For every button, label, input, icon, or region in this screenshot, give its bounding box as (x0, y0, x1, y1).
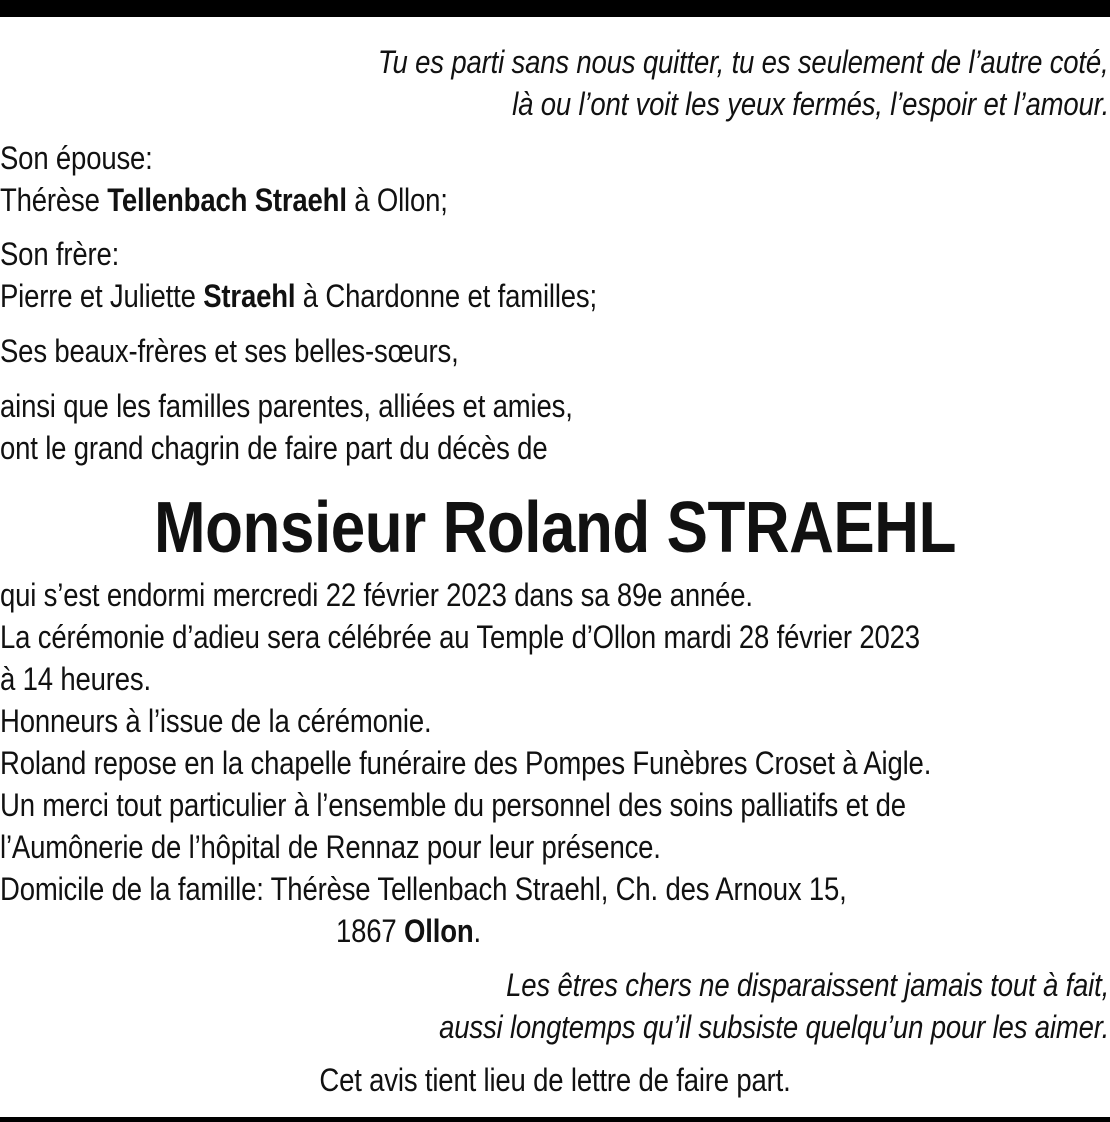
spouse-surname: Tellenbach Straehl (107, 182, 347, 218)
details-line2: La cérémonie d’adieu sera célébrée au Temple d’Ollon mardi 28 février 2023 (0, 619, 920, 655)
details-line8: Domicile de la famille: Thérèse Tellenbach Straehl, Ch. des Arnoux 15, (0, 871, 847, 907)
bottom-rule (0, 1117, 1110, 1122)
address-town: Ollon (404, 913, 474, 949)
spouse-first: Thérèse (0, 182, 108, 218)
details-line7: l’Aumônerie de l’hôpital de Rennaz pour leur présence. (0, 829, 661, 865)
details-line1: qui s’est endormi mercredi 22 février 2023 dans sa 89e année. (0, 577, 753, 613)
address-line (336, 911, 481, 951)
spouse-rest: à Ollon; (346, 182, 448, 218)
spouse-line (0, 180, 448, 220)
brother-label: Son frère: (0, 236, 120, 272)
deceased-name: Monsieur Roland STRAEHL (154, 488, 956, 568)
epitaph-bottom-line2: aussi longtemps qu’il subsiste quelqu’un pour les aimer. (438, 1009, 1109, 1045)
details-line5: Roland repose en la chapelle funéraire des Pompes Funèbres Croset à Aigle. (0, 745, 932, 781)
address-end: . (473, 913, 481, 949)
brother-surname: Straehl (203, 278, 296, 314)
families-line1: ainsi que les familles parentes, alliées et amies, (0, 388, 573, 424)
brother-first: Pierre et Juliette (0, 278, 204, 314)
brother-rest: à Chardonne et familles; (295, 278, 597, 314)
address-postcode: 1867 (336, 913, 405, 949)
brother-line (0, 276, 597, 316)
epitaph-bottom-line1: Les êtres chers ne disparaissent jamais tout à fait, (506, 967, 1109, 1003)
details-line3: à 14 heures. (0, 661, 151, 697)
spouse-label: Son épouse: (0, 140, 153, 176)
details-line6: Un merci tout particulier à l’ensemble du personnel des soins palliatifs et de (0, 787, 906, 823)
details-line4: Honneurs à l’issue de la cérémonie. (0, 703, 432, 739)
families-line2: ont le grand chagrin de faire part du décès de (0, 430, 548, 466)
in-laws-line: Ses beaux-frères et ses belles-sœurs, (0, 333, 459, 369)
top-rule (0, 0, 1110, 17)
epitaph-top-line1: Tu es parti sans nous quitter, tu es seulement de l’autre coté, (378, 44, 1109, 80)
closing-note: Cet avis tient lieu de lettre de faire part. (319, 1062, 791, 1098)
epitaph-top-line2: là ou l’ont voit les yeux fermés, l’espoir et l’amour. (512, 86, 1109, 122)
